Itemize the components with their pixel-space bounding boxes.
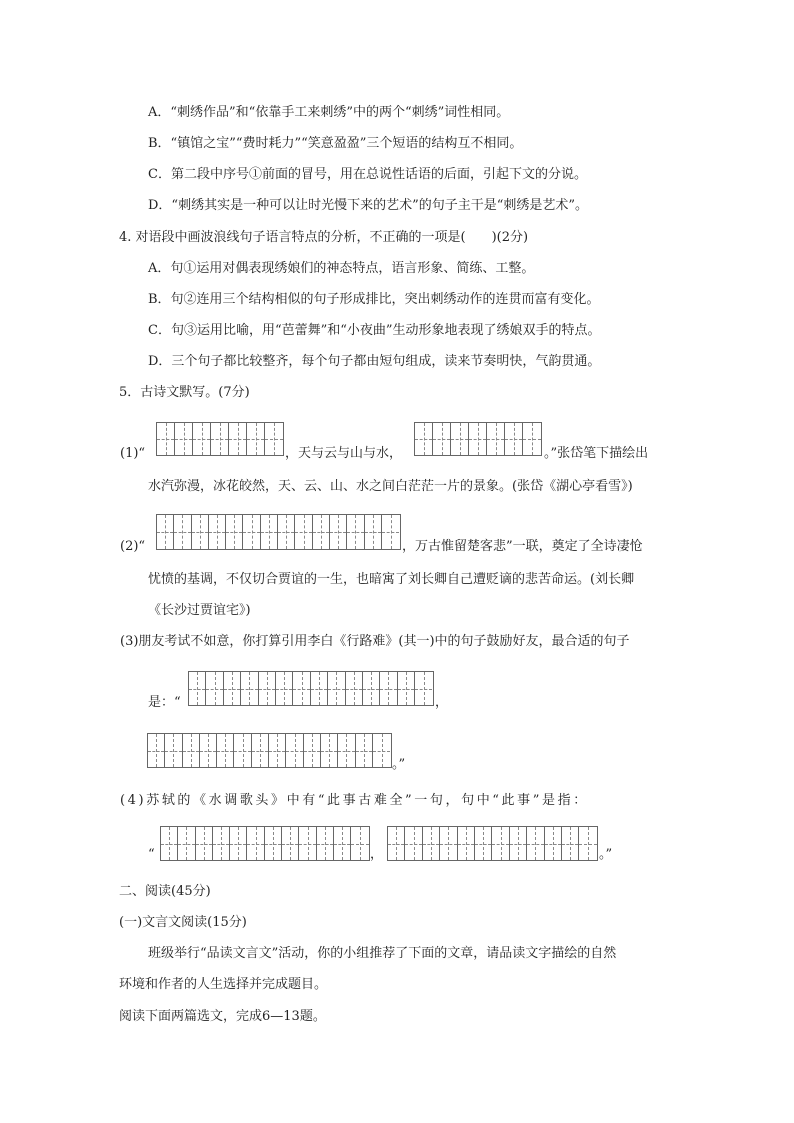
- q4-option-d: D．三个句子都比较整齐，每个句子都由短句组成，读来节奏明快，气韵贯通。: [148, 354, 601, 369]
- writing-cell: [469, 423, 487, 455]
- writing-cell: [192, 515, 209, 549]
- writing-cell: [265, 423, 283, 455]
- q5-p2-end-text: ，万古惟留楚客悲”一联，奠定了全诗凄怆: [402, 539, 643, 554]
- q5-p3-end: 。”: [392, 757, 406, 772]
- writing-cell: [295, 515, 312, 549]
- writing-cell: [269, 734, 286, 767]
- writing-cell: [299, 827, 316, 860]
- writing-cell: [328, 672, 345, 705]
- writing-cell: [398, 672, 415, 705]
- writing-cell: [165, 734, 182, 767]
- writing-cell: [433, 423, 451, 455]
- writing-cell: [388, 827, 405, 860]
- writing-cell: [213, 827, 230, 860]
- q5-p4-blank-2[interactable]: [387, 826, 598, 861]
- writing-cell: [451, 423, 469, 455]
- writing-cell: [423, 827, 440, 860]
- writing-cell: [229, 423, 247, 455]
- writing-cell: [346, 672, 363, 705]
- writing-cell: [183, 734, 200, 767]
- writing-cell: [206, 672, 223, 705]
- writing-cell: [276, 672, 293, 705]
- q5-p4-blank-1[interactable]: [160, 826, 370, 861]
- writing-cell: [334, 827, 351, 860]
- q4-stem: 4. 对语段中画波浪线句子语言特点的分析，不正确的一项是( )(2分): [119, 230, 529, 245]
- writing-cell: [286, 734, 303, 767]
- writing-cell: [252, 734, 269, 767]
- writing-cell: [475, 827, 492, 860]
- q3-option-d: D．“刺绣其实是一种可以让时光慢下来的艺术”的句子主干是“刺绣是艺术”。: [148, 198, 589, 213]
- writing-cell: [304, 734, 321, 767]
- section2-intro-line2: 环境和作者的人生选择并完成题目。: [119, 977, 328, 992]
- writing-cell: [157, 515, 174, 549]
- q5-p2-blank[interactable]: [156, 514, 401, 550]
- writing-cell: [293, 672, 310, 705]
- writing-cell: [415, 672, 432, 705]
- writing-cell: [196, 827, 213, 860]
- writing-cell: [243, 515, 260, 549]
- q5-p3-prefix: 是：“: [148, 695, 181, 710]
- writing-cell: [356, 734, 373, 767]
- writing-cell: [527, 827, 544, 860]
- writing-cell: [440, 827, 457, 860]
- q5-p2-line2: 忧愤的基调，不仅切合贾谊的一生，也暗寓了刘长卿自己遭贬谪的悲苦命运。(刘长卿: [148, 572, 635, 587]
- q3-option-c: C．第二段中序号①前面的冒号，用在总说性话语的后面，引起下文的分说。: [148, 167, 587, 182]
- writing-cell: [415, 423, 433, 455]
- writing-cell: [193, 423, 211, 455]
- q5-p1-number: (1)“: [120, 446, 146, 461]
- section2-instruction: 阅读下面两篇选文，完成6—13题。: [119, 1009, 326, 1024]
- writing-cell: [200, 734, 217, 767]
- q5-p3-blank-2[interactable]: [147, 733, 392, 768]
- q5-p2-number: (2)“: [120, 539, 146, 554]
- writing-cell: [505, 423, 523, 455]
- writing-cell: [510, 827, 527, 860]
- writing-cell: [247, 827, 264, 860]
- q5-p4-end: 。”: [599, 847, 613, 862]
- writing-cell: [313, 515, 330, 549]
- writing-cell: [226, 515, 243, 549]
- writing-cell: [217, 734, 234, 767]
- writing-cell: [311, 672, 328, 705]
- writing-cell: [330, 515, 347, 549]
- q5-p3-line1: (3)朋友考试不如意，你打算引用李白《行路难》(其一)中的句子鼓励好友，最合适的句子: [120, 634, 630, 649]
- writing-cell: [161, 827, 178, 860]
- q5-p2-line3: 《长沙过贾谊宅》): [148, 603, 251, 618]
- writing-cell: [259, 672, 276, 705]
- q5-p4-comma: ，: [370, 847, 384, 862]
- q5-p4-open-quote: “: [148, 847, 155, 862]
- writing-cell: [265, 827, 282, 860]
- writing-cell: [230, 827, 247, 860]
- writing-cell: [278, 515, 295, 549]
- q5-p3-comma: ，: [435, 695, 449, 710]
- writing-cell: [363, 672, 380, 705]
- q5-p1-blank-2[interactable]: [414, 422, 542, 456]
- writing-cell: [351, 827, 368, 860]
- writing-cell: [174, 515, 191, 549]
- q5-p4-line1: (4)苏轼的《水调歌头》中有“此事古难全”一句，句中“此事”是指：: [120, 793, 589, 808]
- writing-cell: [209, 515, 226, 549]
- writing-cell: [261, 515, 278, 549]
- q3-option-a: A．“刺绣作品”和“依靠手工来刺绣”中的两个“刺绣”词性相同。: [148, 105, 510, 120]
- q5-p1-blank-1[interactable]: [156, 422, 284, 456]
- q5-p1-middle-text: ，天与云与山与水，: [285, 446, 403, 461]
- writing-cell: [321, 734, 338, 767]
- section2-title: 二、阅读(45分): [119, 884, 211, 899]
- q4-option-b: B．句②连用三个结构相似的句子形成排比，突出刺绣动作的连贯而富有变化。: [148, 292, 600, 307]
- writing-cell: [241, 672, 258, 705]
- writing-cell: [562, 827, 579, 860]
- writing-cell: [234, 734, 251, 767]
- q3-option-b: B．“镇馆之宝”“费时耗力”“笑意盈盈”三个短语的结构互不相同。: [148, 136, 523, 151]
- writing-cell: [382, 515, 399, 549]
- writing-cell: [380, 672, 397, 705]
- q5-p1-end-text: 。”张岱笔下描绘出: [544, 446, 649, 461]
- writing-cell: [405, 827, 422, 860]
- writing-cell: [365, 515, 382, 549]
- q5-p1-line2: 水汽弥漫，冰花皎然，天、云、山、水之间白茫茫一片的景象。(张岱《湖心亭看雪》): [148, 479, 633, 494]
- writing-cell: [189, 672, 206, 705]
- writing-cell: [175, 423, 193, 455]
- writing-cell: [373, 734, 390, 767]
- q5-p3-blank-1[interactable]: [188, 671, 434, 706]
- q5-stem: 5．古诗文默写。(7分): [119, 385, 250, 400]
- writing-cell: [347, 515, 364, 549]
- writing-cell: [317, 827, 334, 860]
- writing-cell: [487, 423, 505, 455]
- writing-cell: [338, 734, 355, 767]
- writing-cell: [211, 423, 229, 455]
- writing-cell: [148, 734, 165, 767]
- writing-cell: [157, 423, 175, 455]
- writing-cell: [579, 827, 596, 860]
- section2-subtitle: (一)文言文阅读(15分): [119, 915, 247, 930]
- writing-cell: [178, 827, 195, 860]
- section2-intro-line1: 班级举行“品读文言文”活动，你的小组推荐了下面的文章，请品读文字描绘的自然: [148, 946, 617, 961]
- writing-cell: [247, 423, 265, 455]
- writing-cell: [492, 827, 509, 860]
- q4-option-c: C．句③运用比喻，用“芭蕾舞”和“小夜曲”生动形象地表现了绣娘双手的特点。: [148, 323, 601, 338]
- q4-option-a: A．句①运用对偶表现绣娘们的神态特点，语言形象、简练、工整。: [148, 261, 535, 276]
- writing-cell: [545, 827, 562, 860]
- writing-cell: [458, 827, 475, 860]
- writing-cell: [523, 423, 541, 455]
- writing-cell: [282, 827, 299, 860]
- writing-cell: [224, 672, 241, 705]
